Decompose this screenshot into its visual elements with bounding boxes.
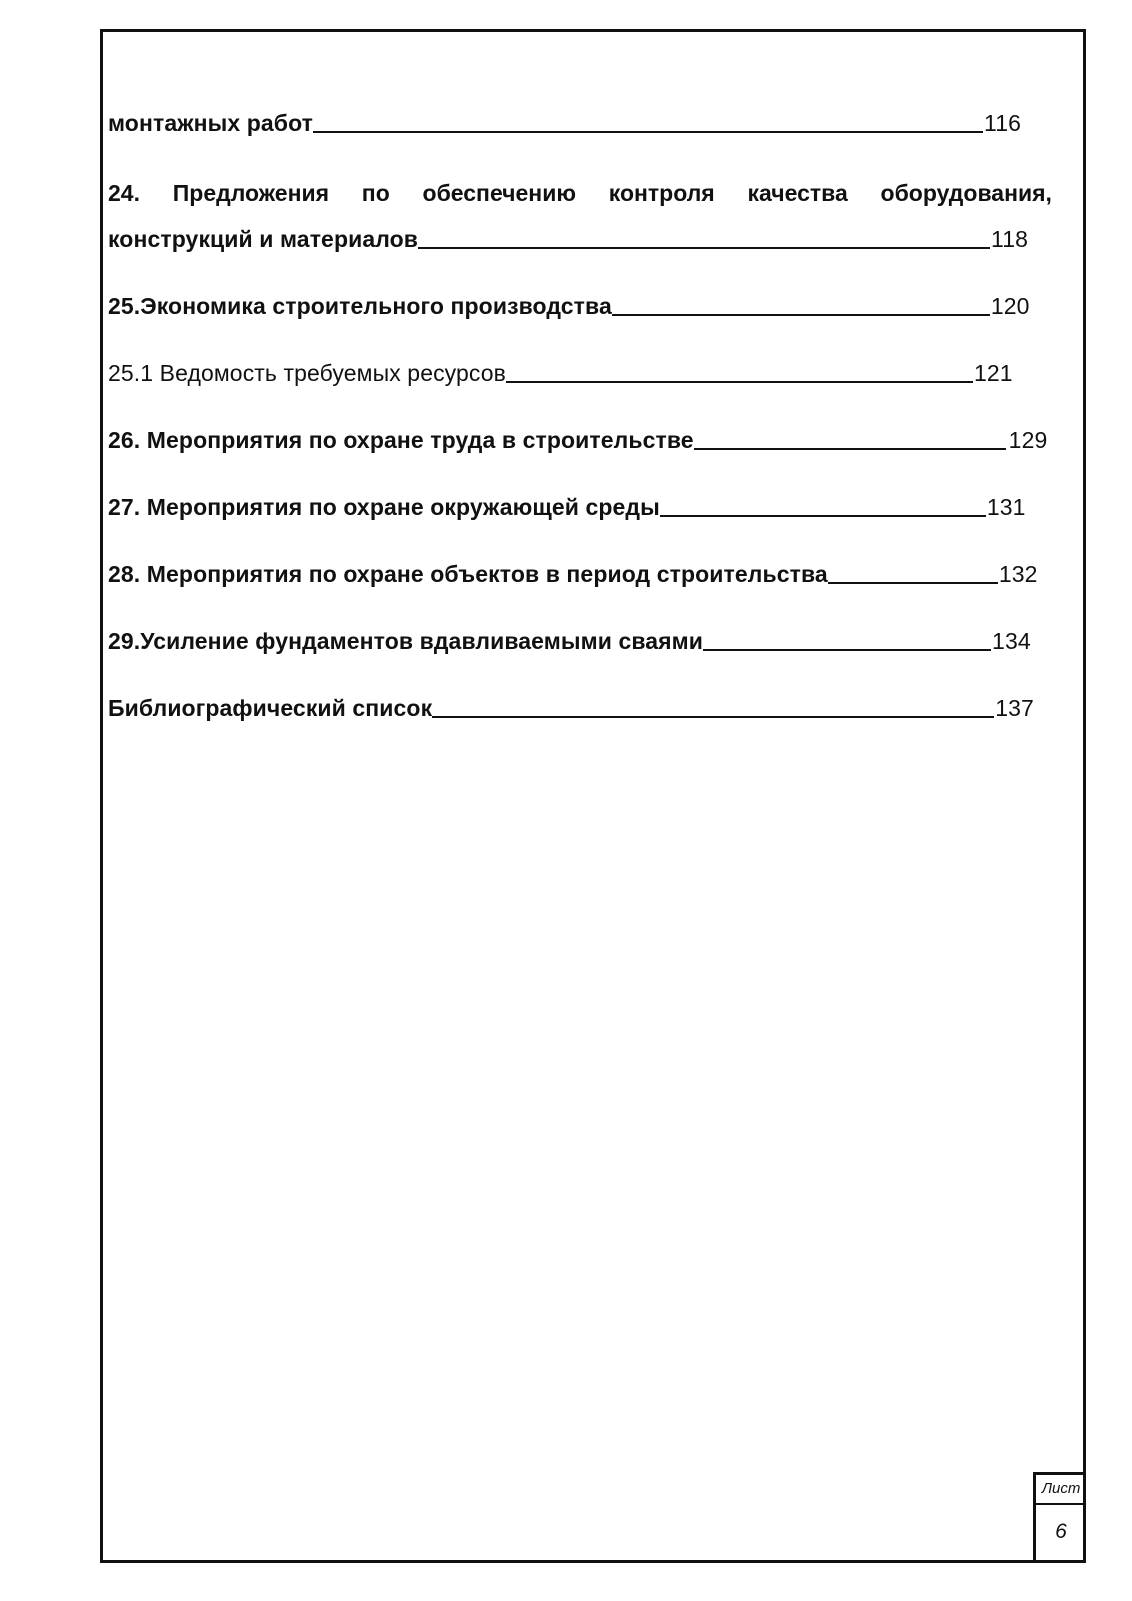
leader-line (694, 427, 1006, 450)
toc-word: 24. (108, 180, 140, 206)
toc-word: обеспечению (422, 180, 576, 206)
toc-page-number: 131 (986, 494, 1026, 520)
toc-entry (108, 626, 1031, 656)
toc-page-number: 137 (995, 695, 1034, 721)
toc-entry-title: 28. Мероприятия по охране объектов в период строительства (108, 561, 828, 587)
toc-entry (108, 224, 1028, 254)
sheet-number: 6 (1055, 1520, 1067, 1543)
toc-entry-title: 25.1 Ведомость требуемых ресурсов (108, 360, 506, 386)
toc-entry-title: Библиографический список (108, 695, 433, 721)
leader-line (432, 695, 994, 718)
toc-entry-title: монтажных работ (108, 110, 314, 136)
toc-page-number: 129 (1008, 427, 1048, 453)
toc-entry-24-line-1 (108, 178, 1052, 208)
toc-page-number: 120 (990, 293, 1030, 319)
toc-entry (108, 291, 1030, 321)
toc-entry (108, 425, 1047, 455)
sheet-stamp (1033, 1472, 1086, 1563)
toc-word: оборудования, (880, 180, 1052, 206)
toc-word: Предложения (172, 180, 330, 206)
toc-page-number: 118 (991, 226, 1028, 252)
toc-entry (108, 492, 1026, 522)
toc-word: по (361, 180, 390, 206)
leader-line (313, 110, 983, 133)
toc-page-number: 134 (992, 628, 1031, 654)
toc-page-number: 132 (998, 561, 1038, 587)
leader-line (506, 360, 973, 383)
toc-entry (108, 693, 1034, 723)
toc-entry-title: 27. Мероприятия по охране окружающей среды (108, 494, 660, 520)
page-frame (100, 29, 1086, 1563)
toc-entry (108, 559, 1038, 589)
leader-line (418, 226, 990, 249)
leader-line (703, 628, 991, 651)
toc-entry (108, 108, 1021, 138)
leader-line (612, 293, 990, 316)
toc-page-number: 116 (984, 110, 1021, 136)
toc-word: контроля (608, 180, 715, 206)
toc-entry-title: 25.Экономика строительного производства (108, 293, 612, 319)
leader-line (828, 561, 998, 584)
toc-word: качества (747, 180, 848, 206)
toc-entry-title: 26. Мероприятия по охране труда в строительстве (108, 427, 694, 453)
leader-line (660, 494, 986, 517)
toc-entry-title: 29.Усиление фундаментов вдавливаемыми сваями (108, 628, 704, 654)
toc-entry (108, 358, 1013, 388)
sheet-label: Лист (1036, 1475, 1086, 1505)
toc-page-number: 121 (973, 360, 1013, 386)
toc-entry-title: конструкций и материалов (108, 226, 419, 252)
